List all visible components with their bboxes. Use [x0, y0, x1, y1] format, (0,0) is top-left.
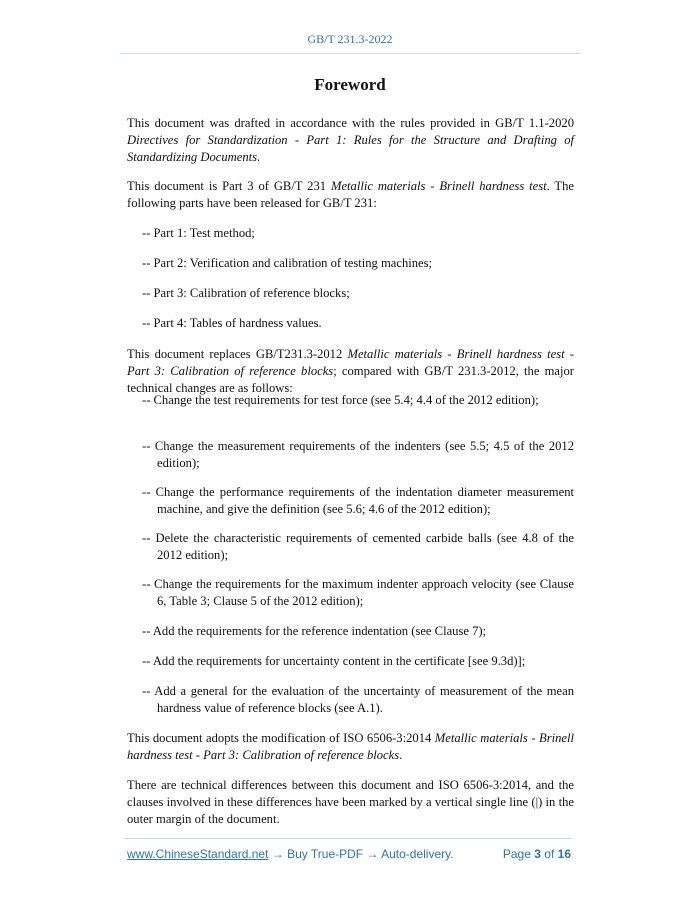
list-item: -- Change the measurement requirements of the indenters (see 5.5; 4.5 of the 2012 edition);: [142, 439, 574, 470]
list-item: -- Add the requirements for uncertainty content in the certificate [see 9.3d)];: [142, 654, 526, 668]
list-item: -- Part 3: Calibration of reference blocks;: [142, 286, 350, 300]
list-item: -- Change the requirements for the maximum indenter approach velocity (see Clause 6, Table 3; Clause 5 of the 2012 edition);: [142, 577, 574, 608]
text: This document adopts the modification of ISO 6506-3:2014: [127, 731, 435, 745]
italic-title: Metallic materials - Brinell hardness test: [330, 179, 547, 193]
paragraph-part: [127, 178, 574, 212]
list-item: -- Part 2: Verification and calibration of testing machines;: [142, 256, 433, 270]
page-title: Foreword: [314, 75, 386, 94]
list-item: -- Part 1: Test method;: [142, 226, 255, 240]
website-link[interactable]: www.ChineseStandard.net: [127, 847, 269, 861]
page-total: 16: [557, 847, 571, 861]
paragraph-replaces: [127, 346, 574, 397]
of-label: of: [544, 847, 555, 861]
italic-title: Directives for Standardization - Part 1: Rules for the Structure and Drafting of Standardizing Documents: [127, 133, 574, 164]
page-number: 3: [534, 847, 541, 861]
paragraph-adopts: [127, 730, 574, 764]
paragraph-drafting: [127, 115, 574, 166]
paragraph-differences: There are technical differences between this document and ISO 6506-3:2014, and the clauses involved in these differences have been marked by a vertical single line (|) in the outer margin of the document.: [127, 778, 574, 826]
list-item: -- Part 4: Tables of hardness values.: [142, 316, 322, 330]
text: .: [257, 150, 261, 164]
footer-rule: [124, 838, 572, 839]
footer: [127, 847, 571, 861]
text: . The following parts have been released for GB/T 231:: [127, 179, 574, 210]
text: ; compared with GB/T 231.3-2012, the major technical changes are as follows:: [127, 364, 575, 395]
page-indicator: [503, 847, 571, 861]
text: .: [399, 748, 403, 762]
italic-title: Metallic materials - Brinell hardness test - Part 3: Calibration of reference blocks: [127, 347, 574, 378]
page-label: Page: [502, 847, 531, 861]
list-item: -- Delete the characteristic requirements of cemented carbide balls (see 4.8 of the 2012 edition);: [142, 531, 574, 562]
text: This document was drafted in accordance with the rules provided in GB/T 1.1-2020: [127, 116, 574, 130]
list-item: -- Change the test requirements for test force (see 5.4; 4.4 of the 2012 edition);: [142, 393, 539, 407]
header-rule: [120, 53, 580, 54]
footer-text: → Buy True-PDF → Auto-delivery.: [268, 847, 454, 861]
list-item: -- Add the requirements for the reference indentation (see Clause 7);: [142, 624, 487, 638]
text: This document replaces GB/T231.3-2012: [127, 347, 348, 361]
list-item: -- Add a general for the evaluation of the uncertainty of measurement of the mean hardness value of reference blocks (see A.1).: [142, 684, 574, 715]
list-item: -- Change the performance requirements of the indentation diameter measurement machine, and give the definition (see 5.6; 4.6 of the 2012 edition);: [142, 485, 574, 516]
italic-title: Metallic materials - Brinell hardness test - Part 3: Calibration of reference blocks: [127, 731, 574, 762]
header-doc-id: GB/T 231.3-2022: [307, 32, 393, 46]
text: This document is Part 3 of GB/T 231: [127, 179, 331, 193]
